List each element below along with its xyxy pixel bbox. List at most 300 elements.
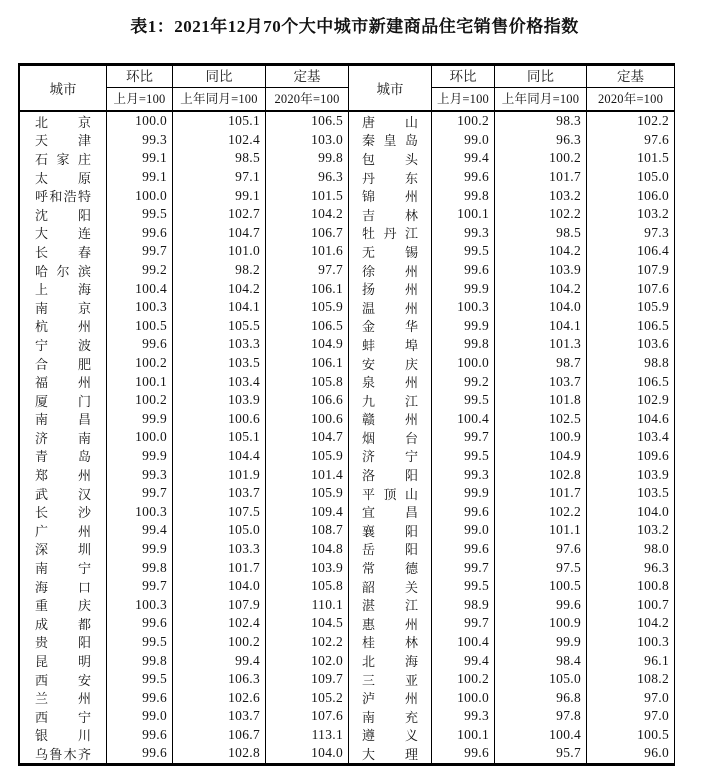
city-name: 南宁 [35, 561, 91, 577]
yoy-label: 同比 [173, 66, 265, 88]
index-value-cell: 95.7 [494, 744, 586, 763]
index-value-cell: 100.3 [586, 633, 674, 652]
city-name: 包头 [362, 151, 418, 167]
index-value-cell: 101.5 [586, 149, 674, 168]
table-row [20, 540, 348, 559]
city-name: 秦皇岛 [362, 133, 418, 149]
city-cell [20, 465, 106, 484]
index-value-cell: 101.0 [172, 242, 265, 261]
index-value-cell: 99.9 [494, 633, 586, 652]
index-value-cell: 104.8 [265, 540, 348, 559]
city-name: 岳阳 [362, 542, 418, 558]
table-row [20, 577, 348, 596]
city-cell [20, 186, 106, 205]
city-name: 烟台 [362, 430, 418, 446]
table-body-left [20, 112, 348, 763]
city-name: 洛阳 [362, 468, 418, 484]
table-row [349, 354, 674, 373]
index-value-cell: 105.9 [265, 298, 348, 317]
table-row [20, 447, 348, 466]
table-row [349, 484, 674, 503]
index-value-cell: 97.7 [265, 261, 348, 280]
index-value-cell: 100.4 [431, 633, 494, 652]
index-value-cell: 104.0 [494, 298, 586, 317]
index-value-cell: 105.5 [172, 317, 265, 336]
index-value-cell: 97.3 [586, 224, 674, 243]
city-name: 徐州 [362, 263, 418, 279]
index-value-cell: 108.7 [265, 521, 348, 540]
table-row [20, 149, 348, 168]
index-value-cell: 96.3 [265, 168, 348, 187]
city-name: 昆明 [35, 654, 91, 670]
index-value-cell: 107.6 [586, 279, 674, 298]
table-row [349, 391, 674, 410]
city-cell [349, 131, 431, 150]
city-name: 福州 [35, 375, 91, 391]
table-row [349, 149, 674, 168]
city-name: 南京 [35, 300, 91, 316]
table-row [349, 577, 674, 596]
index-value-cell: 101.7 [494, 484, 586, 503]
index-value-cell: 104.9 [265, 335, 348, 354]
mom-column-header [106, 66, 172, 110]
index-value-cell: 101.5 [265, 186, 348, 205]
city-name: 南昌 [35, 412, 91, 428]
table-row [20, 131, 348, 150]
index-value-cell: 99.2 [431, 372, 494, 391]
city-cell [20, 317, 106, 336]
index-value-cell: 100.9 [494, 614, 586, 633]
index-value-cell: 104.2 [494, 279, 586, 298]
index-value-cell: 109.7 [265, 670, 348, 689]
index-value-cell: 99.6 [431, 168, 494, 187]
table-header-left [20, 66, 348, 112]
table-row [349, 465, 674, 484]
city-cell [349, 670, 431, 689]
city-name: 宜昌 [362, 505, 418, 521]
index-value-cell: 104.6 [586, 410, 674, 429]
index-value-cell: 99.9 [106, 540, 172, 559]
city-cell [349, 186, 431, 205]
index-value-cell: 106.1 [265, 279, 348, 298]
index-value-cell: 100.0 [431, 354, 494, 373]
city-name: 蚌埠 [362, 337, 418, 353]
index-value-cell: 96.3 [494, 131, 586, 150]
index-value-cell: 98.4 [494, 651, 586, 670]
index-value-cell: 99.9 [106, 447, 172, 466]
index-value-cell: 105.9 [265, 484, 348, 503]
index-value-cell: 99.0 [106, 707, 172, 726]
table-row [349, 261, 674, 280]
index-value-cell: 100.6 [172, 410, 265, 429]
index-value-cell: 104.4 [172, 447, 265, 466]
city-cell [349, 465, 431, 484]
index-value-cell: 106.3 [172, 670, 265, 689]
index-value-cell: 99.3 [431, 224, 494, 243]
table-row [20, 595, 348, 614]
index-value-cell: 99.5 [431, 447, 494, 466]
table-row [20, 168, 348, 187]
index-value-cell: 99.3 [431, 707, 494, 726]
index-value-cell: 99.2 [106, 261, 172, 280]
city-cell [20, 726, 106, 745]
index-value-cell: 99.9 [431, 317, 494, 336]
city-name: 宁波 [35, 337, 91, 353]
city-cell [349, 317, 431, 336]
city-name: 银川 [35, 728, 91, 744]
index-value-cell: 99.1 [106, 149, 172, 168]
table-row [349, 744, 674, 763]
index-value-cell: 107.9 [172, 595, 265, 614]
city-name: 上海 [35, 282, 91, 298]
index-value-cell: 106.5 [586, 317, 674, 336]
index-value-cell: 99.9 [431, 279, 494, 298]
table-row [349, 131, 674, 150]
index-value-cell: 96.8 [494, 688, 586, 707]
table-row [20, 242, 348, 261]
index-value-cell: 100.4 [431, 410, 494, 429]
city-cell [349, 205, 431, 224]
index-value-cell: 101.8 [494, 391, 586, 410]
index-value-cell: 99.9 [106, 410, 172, 429]
index-value-cell: 103.7 [494, 372, 586, 391]
index-value-cell: 102.7 [172, 205, 265, 224]
index-value-cell: 103.7 [172, 707, 265, 726]
city-cell [349, 447, 431, 466]
index-value-cell: 103.6 [586, 335, 674, 354]
index-value-cell: 105.1 [172, 112, 265, 131]
city-name: 重庆 [35, 598, 91, 614]
table-row [349, 670, 674, 689]
table-row [20, 484, 348, 503]
city-name: 广州 [35, 523, 91, 539]
city-cell [20, 558, 106, 577]
index-value-cell: 100.3 [106, 298, 172, 317]
index-value-cell: 104.2 [586, 614, 674, 633]
fixed-base-column-header [586, 66, 674, 110]
table-row [349, 688, 674, 707]
table-row [349, 317, 674, 336]
city-cell [20, 670, 106, 689]
index-value-cell: 101.6 [265, 242, 348, 261]
city-cell [349, 354, 431, 373]
city-name: 安庆 [362, 356, 418, 372]
table-row [20, 354, 348, 373]
city-cell [20, 242, 106, 261]
city-cell [349, 521, 431, 540]
index-value-cell: 105.8 [265, 372, 348, 391]
yoy-base-label: 上年同月=100 [180, 92, 258, 106]
index-value-cell: 100.0 [106, 428, 172, 447]
index-value-cell: 107.6 [265, 707, 348, 726]
city-cell [20, 688, 106, 707]
yoy-base-label: 上年同月=100 [501, 92, 580, 106]
index-value-cell: 103.2 [586, 205, 674, 224]
index-value-cell: 100.3 [106, 502, 172, 521]
city-cell [349, 558, 431, 577]
city-cell [349, 391, 431, 410]
index-value-cell: 99.8 [106, 651, 172, 670]
index-value-cell: 102.8 [172, 744, 265, 763]
index-value-cell: 104.2 [494, 242, 586, 261]
index-value-cell: 106.4 [586, 242, 674, 261]
index-value-cell: 99.5 [431, 391, 494, 410]
city-name: 乌鲁木齐 [35, 746, 91, 762]
city-cell [20, 502, 106, 521]
table-row [349, 242, 674, 261]
mom-base-label: 上月=100 [437, 92, 489, 106]
table-row [349, 595, 674, 614]
index-value-cell: 98.8 [586, 354, 674, 373]
index-value-cell: 99.6 [106, 335, 172, 354]
city-name: 西安 [35, 672, 91, 688]
table-row [349, 726, 674, 745]
index-value-cell: 100.4 [106, 279, 172, 298]
city-cell [20, 131, 106, 150]
index-value-cell: 97.6 [586, 131, 674, 150]
table-row [20, 651, 348, 670]
city-cell [349, 540, 431, 559]
city-column-header: 城市 [49, 82, 77, 97]
index-value-cell: 105.0 [586, 168, 674, 187]
index-value-cell: 97.5 [494, 558, 586, 577]
city-cell [20, 540, 106, 559]
index-value-cell: 99.0 [431, 521, 494, 540]
city-name: 锦州 [362, 189, 418, 205]
index-value-cell: 99.7 [106, 484, 172, 503]
city-name: 沈阳 [35, 207, 91, 223]
city-cell [349, 410, 431, 429]
index-value-cell: 101.3 [494, 335, 586, 354]
city-cell [349, 242, 431, 261]
city-name: 济南 [35, 430, 91, 446]
city-name: 惠州 [362, 616, 418, 632]
index-value-cell: 99.7 [431, 614, 494, 633]
table-row [349, 205, 674, 224]
index-value-cell: 102.8 [494, 465, 586, 484]
index-value-cell: 106.7 [265, 224, 348, 243]
index-value-cell: 99.3 [431, 465, 494, 484]
index-value-cell: 101.4 [265, 465, 348, 484]
city-name: 深圳 [35, 542, 91, 558]
city-cell [349, 112, 431, 131]
index-value-cell: 102.2 [586, 112, 674, 131]
city-name: 赣州 [362, 412, 418, 428]
index-value-cell: 102.2 [494, 502, 586, 521]
table-row [349, 558, 674, 577]
index-value-cell: 99.6 [431, 540, 494, 559]
city-column-header: 城市 [376, 82, 404, 97]
city-cell [349, 688, 431, 707]
table-right-half [348, 66, 674, 763]
index-value-cell: 99.8 [431, 186, 494, 205]
index-value-cell: 104.2 [265, 205, 348, 224]
city-name: 南充 [362, 709, 418, 725]
city-name: 丹东 [362, 170, 418, 186]
table-row [20, 688, 348, 707]
index-value-cell: 103.9 [586, 465, 674, 484]
index-value-cell: 99.0 [431, 131, 494, 150]
index-value-cell: 103.3 [172, 335, 265, 354]
index-value-cell: 107.9 [586, 261, 674, 280]
table-row [349, 112, 674, 131]
index-value-cell: 105.2 [265, 688, 348, 707]
index-value-cell: 98.9 [431, 595, 494, 614]
fixed-base-label: 定基 [587, 66, 674, 88]
city-name: 海口 [35, 579, 91, 595]
city-name: 泉州 [362, 375, 418, 391]
index-value-cell: 103.2 [494, 186, 586, 205]
index-value-cell: 106.7 [172, 726, 265, 745]
index-value-cell: 99.7 [431, 428, 494, 447]
index-value-cell: 100.2 [172, 633, 265, 652]
index-value-cell: 106.5 [265, 317, 348, 336]
index-value-cell: 104.7 [265, 428, 348, 447]
city-cell [20, 577, 106, 596]
table-row [349, 707, 674, 726]
city-cell [20, 707, 106, 726]
table-row [349, 298, 674, 317]
city-name: 厦门 [35, 393, 91, 409]
city-name: 太原 [35, 170, 91, 186]
index-value-cell: 106.5 [586, 372, 674, 391]
table-row [20, 726, 348, 745]
index-value-cell: 103.4 [172, 372, 265, 391]
city-name: 温州 [362, 300, 418, 316]
city-name: 遵义 [362, 728, 418, 744]
index-value-cell: 104.2 [172, 279, 265, 298]
city-cell [349, 428, 431, 447]
table-row [20, 391, 348, 410]
index-value-cell: 98.5 [494, 224, 586, 243]
index-value-cell: 99.5 [106, 633, 172, 652]
index-value-cell: 103.7 [172, 484, 265, 503]
index-value-cell: 99.5 [431, 577, 494, 596]
index-value-cell: 103.9 [265, 558, 348, 577]
index-value-cell: 109.6 [586, 447, 674, 466]
city-name: 呼和浩特 [35, 189, 91, 205]
index-value-cell: 102.0 [265, 651, 348, 670]
city-name: 杭州 [35, 319, 91, 335]
index-value-cell: 100.2 [106, 354, 172, 373]
fixed-base-label: 定基 [266, 66, 348, 88]
index-value-cell: 104.5 [265, 614, 348, 633]
city-cell [349, 261, 431, 280]
city-cell [349, 726, 431, 745]
index-value-cell: 102.5 [494, 410, 586, 429]
table-row [349, 428, 674, 447]
city-cell [349, 335, 431, 354]
index-value-cell: 99.5 [431, 242, 494, 261]
city-name: 吉林 [362, 207, 418, 223]
table-row [20, 279, 348, 298]
mom-column-header [431, 66, 494, 110]
index-value-cell: 99.7 [106, 242, 172, 261]
table-row [349, 447, 674, 466]
city-name: 兰州 [35, 691, 91, 707]
city-cell [20, 149, 106, 168]
city-name: 无锡 [362, 244, 418, 260]
index-value-cell: 104.0 [586, 502, 674, 521]
city-name: 湛江 [362, 598, 418, 614]
city-cell [349, 224, 431, 243]
index-value-cell: 103.9 [494, 261, 586, 280]
index-value-cell: 100.8 [586, 577, 674, 596]
city-name: 平顶山 [362, 486, 418, 502]
table-row [20, 670, 348, 689]
index-value-cell: 104.7 [172, 224, 265, 243]
table-row [20, 335, 348, 354]
index-value-cell: 97.6 [494, 540, 586, 559]
index-value-cell: 100.1 [106, 372, 172, 391]
city-cell [20, 651, 106, 670]
city-cell [20, 428, 106, 447]
index-value-cell: 100.5 [494, 577, 586, 596]
index-value-cell: 99.8 [265, 149, 348, 168]
table-row [20, 372, 348, 391]
index-value-cell: 99.6 [106, 614, 172, 633]
table-header-right [349, 66, 674, 112]
index-value-cell: 100.2 [431, 112, 494, 131]
index-value-cell: 101.7 [172, 558, 265, 577]
city-cell [349, 707, 431, 726]
index-value-cell: 99.6 [106, 224, 172, 243]
index-value-cell: 105.0 [172, 521, 265, 540]
table-row [349, 224, 674, 243]
index-value-cell: 97.0 [586, 688, 674, 707]
city-cell [20, 391, 106, 410]
index-value-cell: 100.3 [106, 595, 172, 614]
index-value-cell: 100.0 [431, 688, 494, 707]
city-name: 常德 [362, 561, 418, 577]
index-value-cell: 100.7 [586, 595, 674, 614]
city-name: 北京 [35, 114, 91, 130]
index-value-cell: 100.2 [106, 391, 172, 410]
table-title: 表1：2021年12月70个大中城市新建商品住宅销售价格指数 [130, 17, 579, 36]
mom-base-label: 上月=100 [113, 92, 166, 106]
table-row [20, 428, 348, 447]
index-value-cell: 97.8 [494, 707, 586, 726]
city-cell [349, 614, 431, 633]
city-name: 金华 [362, 319, 418, 335]
index-value-cell: 98.2 [172, 261, 265, 280]
city-cell [20, 112, 106, 131]
city-cell [20, 205, 106, 224]
city-cell [20, 168, 106, 187]
index-value-cell: 105.1 [172, 428, 265, 447]
index-value-cell: 98.5 [172, 149, 265, 168]
city-cell [20, 335, 106, 354]
index-value-cell: 99.7 [431, 558, 494, 577]
table-row [349, 614, 674, 633]
index-value-cell: 103.0 [265, 131, 348, 150]
city-name: 武汉 [35, 486, 91, 502]
city-name: 郑州 [35, 468, 91, 484]
table-row [349, 633, 674, 652]
table-body-right [349, 112, 674, 763]
city-name: 青岛 [35, 449, 91, 465]
city-name: 韶关 [362, 579, 418, 595]
city-cell [349, 372, 431, 391]
index-value-cell: 103.4 [586, 428, 674, 447]
city-name: 西宁 [35, 709, 91, 725]
city-cell [20, 354, 106, 373]
price-index-table [18, 63, 675, 766]
index-value-cell: 98.3 [494, 112, 586, 131]
table-row [349, 372, 674, 391]
table-left-half [20, 66, 348, 763]
index-value-cell: 98.0 [586, 540, 674, 559]
